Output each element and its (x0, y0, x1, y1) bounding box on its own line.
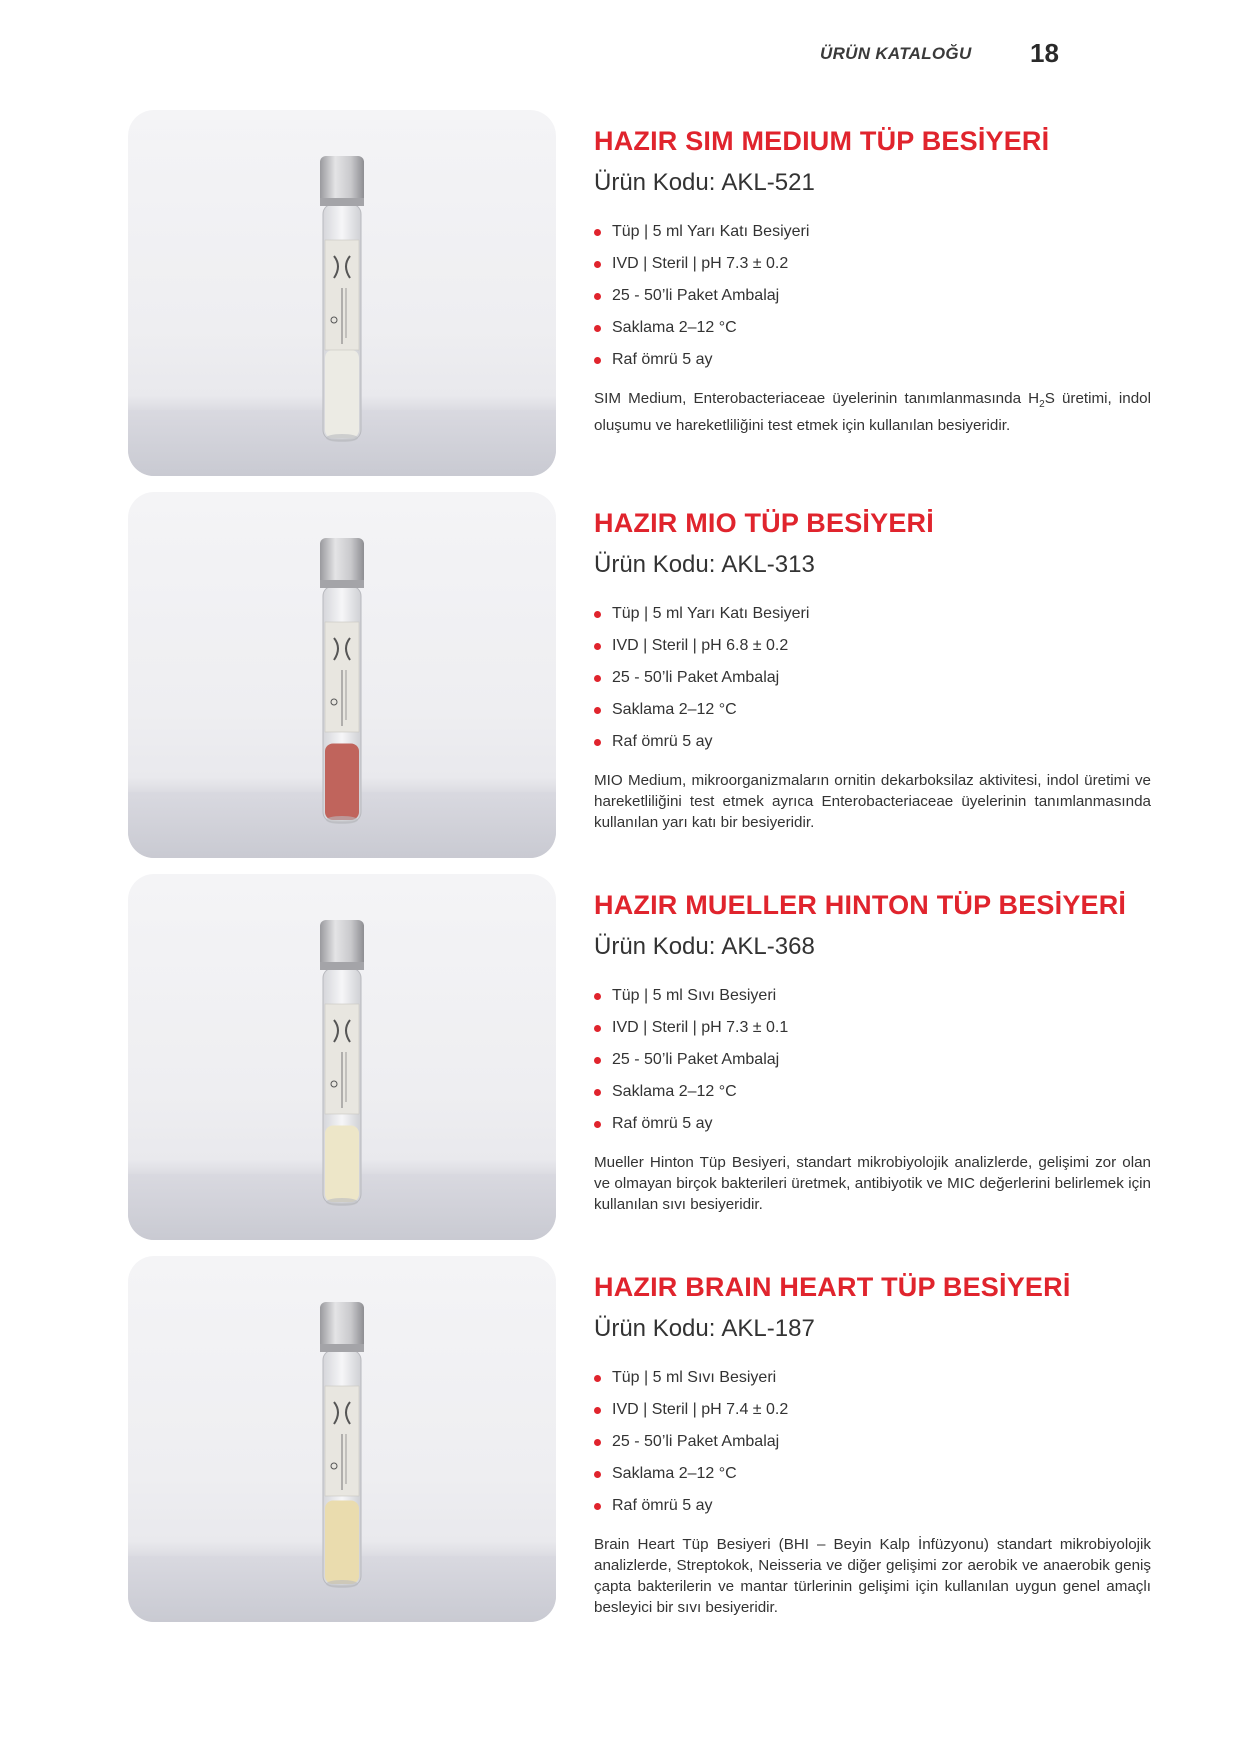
product-code-value: AKL-187 (721, 1315, 815, 1342)
bullet-icon (594, 707, 601, 714)
spec-item: Saklama 2–12 °C (594, 312, 1154, 344)
bullet-icon (594, 739, 601, 746)
product-info (594, 124, 1154, 436)
liquid-level (325, 1500, 359, 1584)
product-code-label: Ürün Kodu: (594, 551, 716, 578)
spec-item: Tüp | 5 ml Sıvı Besiyeri (594, 1362, 1154, 1394)
bullet-icon (594, 229, 601, 236)
product-code-label: Ürün Kodu: (594, 933, 716, 960)
product-code (594, 1314, 1154, 1344)
product-code-value: AKL-313 (721, 551, 815, 578)
test-tube-image (312, 1294, 372, 1594)
spec-item: IVD | Steril | pH 7.3 ± 0.1 (594, 1012, 1154, 1044)
product-code-value: AKL-368 (721, 933, 815, 960)
product-title: HAZIR MUELLER HINTON TÜP BESİYERİ (594, 890, 1127, 920)
product-description: MIO Medium, mikroorganizmaların ornitin dekarboksilaz aktivitesi, indol üretimi ve hareketliliğini test etmek ayrıca Enterobacteriaceae üyelerinin tanımlanmasında kullanılan yarı katı bir besiyeridir. (594, 772, 1151, 831)
product-code (594, 932, 1154, 962)
product-info (594, 506, 1154, 833)
bullet-icon (594, 611, 601, 618)
bullet-icon (594, 1089, 601, 1096)
spec-item: Saklama 2–12 °C (594, 1076, 1154, 1108)
spec-item: Raf ömrü 5 ay (594, 726, 1154, 758)
spec-item: IVD | Steril | pH 7.4 ± 0.2 (594, 1394, 1154, 1426)
spec-item: Saklama 2–12 °C (594, 694, 1154, 726)
bullet-icon (594, 1503, 601, 1510)
spec-item: 25 - 50’li Paket Ambalaj (594, 280, 1154, 312)
product-code-label: Ürün Kodu: (594, 1315, 716, 1342)
bullet-icon (594, 1025, 601, 1032)
spec-item: Raf ömrü 5 ay (594, 1108, 1154, 1140)
spec-list (594, 980, 1154, 1140)
product-info (594, 1270, 1154, 1618)
spec-item: 25 - 50’li Paket Ambalaj (594, 1426, 1154, 1458)
liquid-level (325, 1125, 359, 1202)
test-tube-image (312, 912, 372, 1212)
spec-item: Tüp | 5 ml Yarı Katı Besiyeri (594, 598, 1154, 630)
product-description: Mueller Hinton Tüp Besiyeri, standart mikrobiyolojik analizlerde, gelişimi zor olan ve olmayan birçok bakterileri üretmek, antibiyotik ve MIC değerlerini belirlemek için kullanılan sıvı besiyeridir. (594, 1154, 1151, 1213)
spec-item: Raf ömrü 5 ay (594, 344, 1154, 376)
bullet-icon (594, 993, 601, 1000)
spec-item: IVD | Steril | pH 6.8 ± 0.2 (594, 630, 1154, 662)
test-tube-image (312, 148, 372, 448)
spec-item: Raf ömrü 5 ay (594, 1490, 1154, 1522)
bullet-icon (594, 1057, 601, 1064)
bullet-icon (594, 675, 601, 682)
page-header (0, 38, 1241, 68)
product-card (0, 874, 1241, 1240)
product-info (594, 888, 1154, 1215)
product-title: HAZIR MIO TÜP BESİYERİ (594, 508, 934, 538)
product-title: HAZIR SIM MEDIUM TÜP BESİYERİ (594, 126, 1050, 156)
spec-item: Tüp | 5 ml Yarı Katı Besiyeri (594, 216, 1154, 248)
spec-list (594, 1362, 1154, 1522)
product-photo (128, 874, 556, 1240)
bullet-icon (594, 1121, 601, 1128)
product-photo (128, 492, 556, 858)
bullet-icon (594, 1375, 601, 1382)
catalog-title: ÜRÜN KATALOĞU (820, 44, 972, 63)
spec-list (594, 598, 1154, 758)
bullet-icon (594, 261, 601, 268)
product-description: SIM Medium, Enterobacteriaceae üyelerinin tanımlanmasında $H_2S$ üretimi, indol oluşumu ve hareketliliğini test etmek için kullanılan besiyeridir. (594, 390, 1151, 435)
tube-drawing (312, 530, 372, 830)
spec-item: 25 - 50’li Paket Ambalaj (594, 1044, 1154, 1076)
bullet-icon (594, 643, 601, 650)
spec-item: Tüp | 5 ml Sıvı Besiyeri (594, 980, 1154, 1012)
spec-item: 25 - 50’li Paket Ambalaj (594, 662, 1154, 694)
product-code (594, 550, 1154, 580)
test-tube-image (312, 530, 372, 830)
product-card (0, 492, 1241, 858)
product-card (0, 1256, 1241, 1622)
tube-drawing (312, 1294, 372, 1594)
product-description: Brain Heart Tüp Besiyeri (BHI – Beyin Kalp İnfüzyonu) standart mikrobiyolojik analizlerde, Streptokok, Neisseria ve diğer gelişimi zor aerobik ve anaerobik geniş çapta bakterilerin ve mantar türlerinin gelişimi için kullanılan uygun genel amaçlı besleyici bir sıvı besiyeridir. (594, 1536, 1151, 1616)
tube-drawing (312, 912, 372, 1212)
liquid-level (325, 350, 359, 438)
bullet-icon (594, 293, 601, 300)
product-photo (128, 110, 556, 476)
spec-item: IVD | Steril | pH 7.3 ± 0.2 (594, 248, 1154, 280)
page-number: 18 (1030, 38, 1059, 68)
product-code-label: Ürün Kodu: (594, 169, 716, 196)
tube-drawing (312, 148, 372, 448)
product-code-value: AKL-521 (721, 169, 815, 196)
bullet-icon (594, 1471, 601, 1478)
bullet-icon (594, 1439, 601, 1446)
liquid-level (325, 743, 359, 820)
product-photo (128, 1256, 556, 1622)
product-code (594, 168, 1154, 198)
bullet-icon (594, 357, 601, 364)
bullet-icon (594, 325, 601, 332)
product-title: HAZIR BRAIN HEART TÜP BESİYERİ (594, 1272, 1071, 1302)
product-card (0, 110, 1241, 476)
spec-list (594, 216, 1154, 376)
bullet-icon (594, 1407, 601, 1414)
spec-item: Saklama 2–12 °C (594, 1458, 1154, 1490)
